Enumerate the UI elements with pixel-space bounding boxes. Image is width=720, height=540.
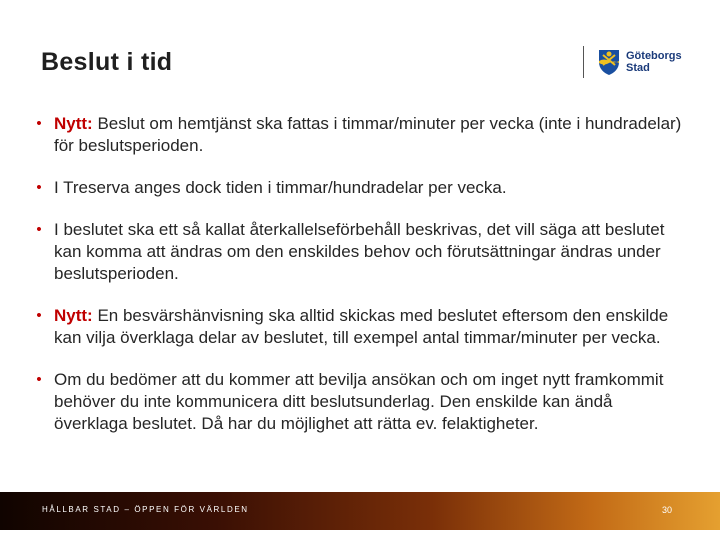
- bullet-item: [29, 177, 689, 199]
- bullet-prefix: Nytt:: [54, 114, 93, 133]
- footer-bar: [0, 492, 720, 530]
- bullet-item: [29, 219, 689, 285]
- logo-line-1: Göteborgs: [626, 50, 682, 62]
- goteborgs-stad-logo: [596, 46, 696, 78]
- bullet-dot: •: [36, 221, 42, 238]
- logo-text: [626, 50, 682, 74]
- footer-slogan: HÅLLBAR STAD – ÖPPEN FÖR VÄRLDEN: [42, 505, 249, 514]
- bullet-text: Om du bedömer att du kommer att bevilja ansökan och om inget nytt framkommit behöver du inte kommunicera ditt beslutsunderlag. Den enskilde kan ändå överklaga beslutet. Då har du möjlighet att rätta ev. felaktigheter.: [54, 370, 664, 433]
- bullet-text: En besvärshänvisning ska alltid skickas med beslutet eftersom den enskilde kan vilja överklaga delar av beslutet, till exempel antal timmar/minuter per vecka.: [54, 306, 669, 347]
- bullet-item: [29, 369, 689, 435]
- bullet-item: [29, 113, 689, 157]
- bullet-dot: •: [36, 307, 42, 324]
- bullet-dot: •: [36, 115, 42, 132]
- bullet-text: I Treserva anges dock tiden i timmar/hundradelar per vecka.: [54, 178, 507, 197]
- page-number: 30: [662, 505, 673, 515]
- bullet-item: [29, 305, 689, 349]
- bullet-text: I beslutet ska ett så kallat återkallelseförbehåll beskrivas, det vill säga att beslutet kan komma att ändras om den enskildes behov och förutsättningar ändras under beslutsperioden.: [54, 220, 665, 283]
- bullet-prefix: Nytt:: [54, 306, 93, 325]
- slide-title: Beslut i tid: [41, 48, 173, 76]
- logo-line-2: Stad: [626, 62, 650, 74]
- bullet-text: Beslut om hemtjänst ska fattas i timmar/minuter per vecka (inte i hundradelar) för beslutsperioden.: [54, 114, 682, 155]
- goteborg-coat-of-arms-icon: [596, 48, 622, 76]
- bullet-dot: •: [36, 371, 42, 388]
- bullet-list: [29, 113, 689, 435]
- logo-divider: [583, 46, 584, 78]
- bullet-dot: •: [36, 179, 42, 196]
